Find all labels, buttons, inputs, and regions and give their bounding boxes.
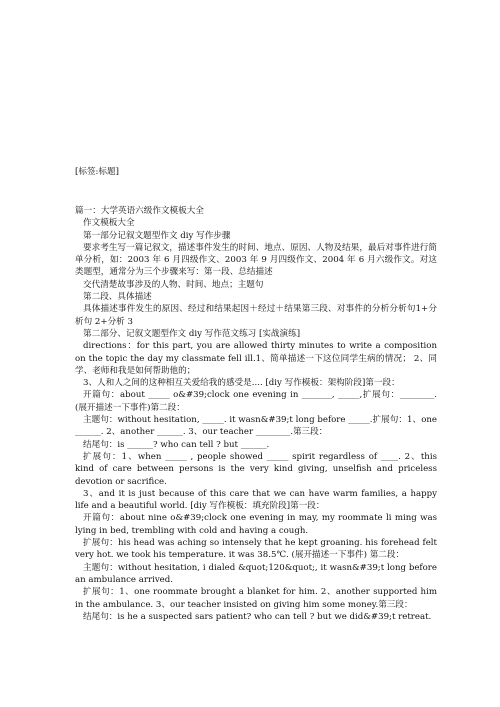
paragraph: 结尾句：is ______? who can tell ? but ______.	[83, 439, 270, 450]
paragraph: 第二段、具体描述	[83, 292, 152, 303]
paragraph: 主题句：without hesitation, _____. it wasn&#39;t long before _____.扩展句：1、one ______. 2、another ______. 3、our teacher ________.第三段：	[75, 415, 437, 438]
document-body	[75, 205, 437, 623]
paragraph: 具体描述事件发生的原因、经过和结果起因＋经过＋结果第三段、对事件的分析分析句1+分析句 2+分析 3	[75, 304, 437, 327]
paragraph: 要求考生写一篇记叙文，描述事件发生的时间、地点、原因、人物及结果，最后对事件进行简单分析，如：2003 年 6 月四级作文、2003 年 9 月四级作文、2004 年 6 月六级作文。对这类题型，通常分为三个步骤来写：第一段、总结描述	[75, 242, 437, 278]
section-heading: 第一部分记叙文题型作文 diy 写作步骤	[83, 230, 231, 241]
tag-label: [标签:标题]	[75, 167, 119, 177]
paragraph: 作文模板大全	[83, 218, 135, 229]
paragraph: 扩展句：1、one roommate brought a blanket for him. 2、another supported him in the ambulance. 3、our teacher insisted on giving him some money.第三段：	[75, 587, 437, 610]
paragraph: directions：for this part, you are allowed thirty minutes to write a composition on the topic the day my classmate fell ill.1、简单描述一下这位同学生病的情况； 2、同学、老师和我是如何帮助他的；	[75, 341, 437, 376]
paragraph: 开篇句：about _____ o&#39;clock one evening in _______, _____,扩展句：________. (展开描述一下事件)第二段：	[75, 390, 437, 413]
paragraph: 3、and it is just because of this care that we can have warm families, a happy life and a beautiful world. [diy 写作模板：填充阶段]第一段：	[75, 488, 437, 512]
paragraph: 交代清楚故事涉及的人物、时间、地点；主题句	[83, 279, 264, 290]
section-heading: 第二部分、记叙文题型作文 diy 写作范文练习 [实战演练]	[83, 328, 301, 339]
paragraph: 扩展句：1、when _____ , people showed _____ spirit regardless of ____. 2、this kind of care between persons is the very kind giving, unselfish and priceless devotion or sacrifice.	[75, 451, 437, 487]
paragraph: 结尾句：is he a suspected sars patient? who can tell ? but we did&#39;t retreat.	[83, 611, 432, 622]
paragraph: 3、人和人之间的这种相互关爱给我的感受是.... [diy 写作模板：架构阶段]第一段：	[83, 378, 400, 389]
paragraph: 主题句：without hesitation, i dialed &quot;120&quot;, it wasn&#39;t long before an ambulance arrived.	[75, 562, 437, 585]
paragraph: 扩展句：his head was aching so intensely that he kept groaning. his forehead felt very hot. we took his temperature. it was 38.5℃. (展开描述一下事件) 第二段：	[75, 538, 437, 561]
article-title: 篇一：大学英语六级作文模板大全	[75, 206, 204, 216]
paragraph: 开篇句：about nine o&#39;clock one evening in may, my roommate li ming was lying in bed, trembling with cold and having a cough.	[75, 513, 437, 536]
